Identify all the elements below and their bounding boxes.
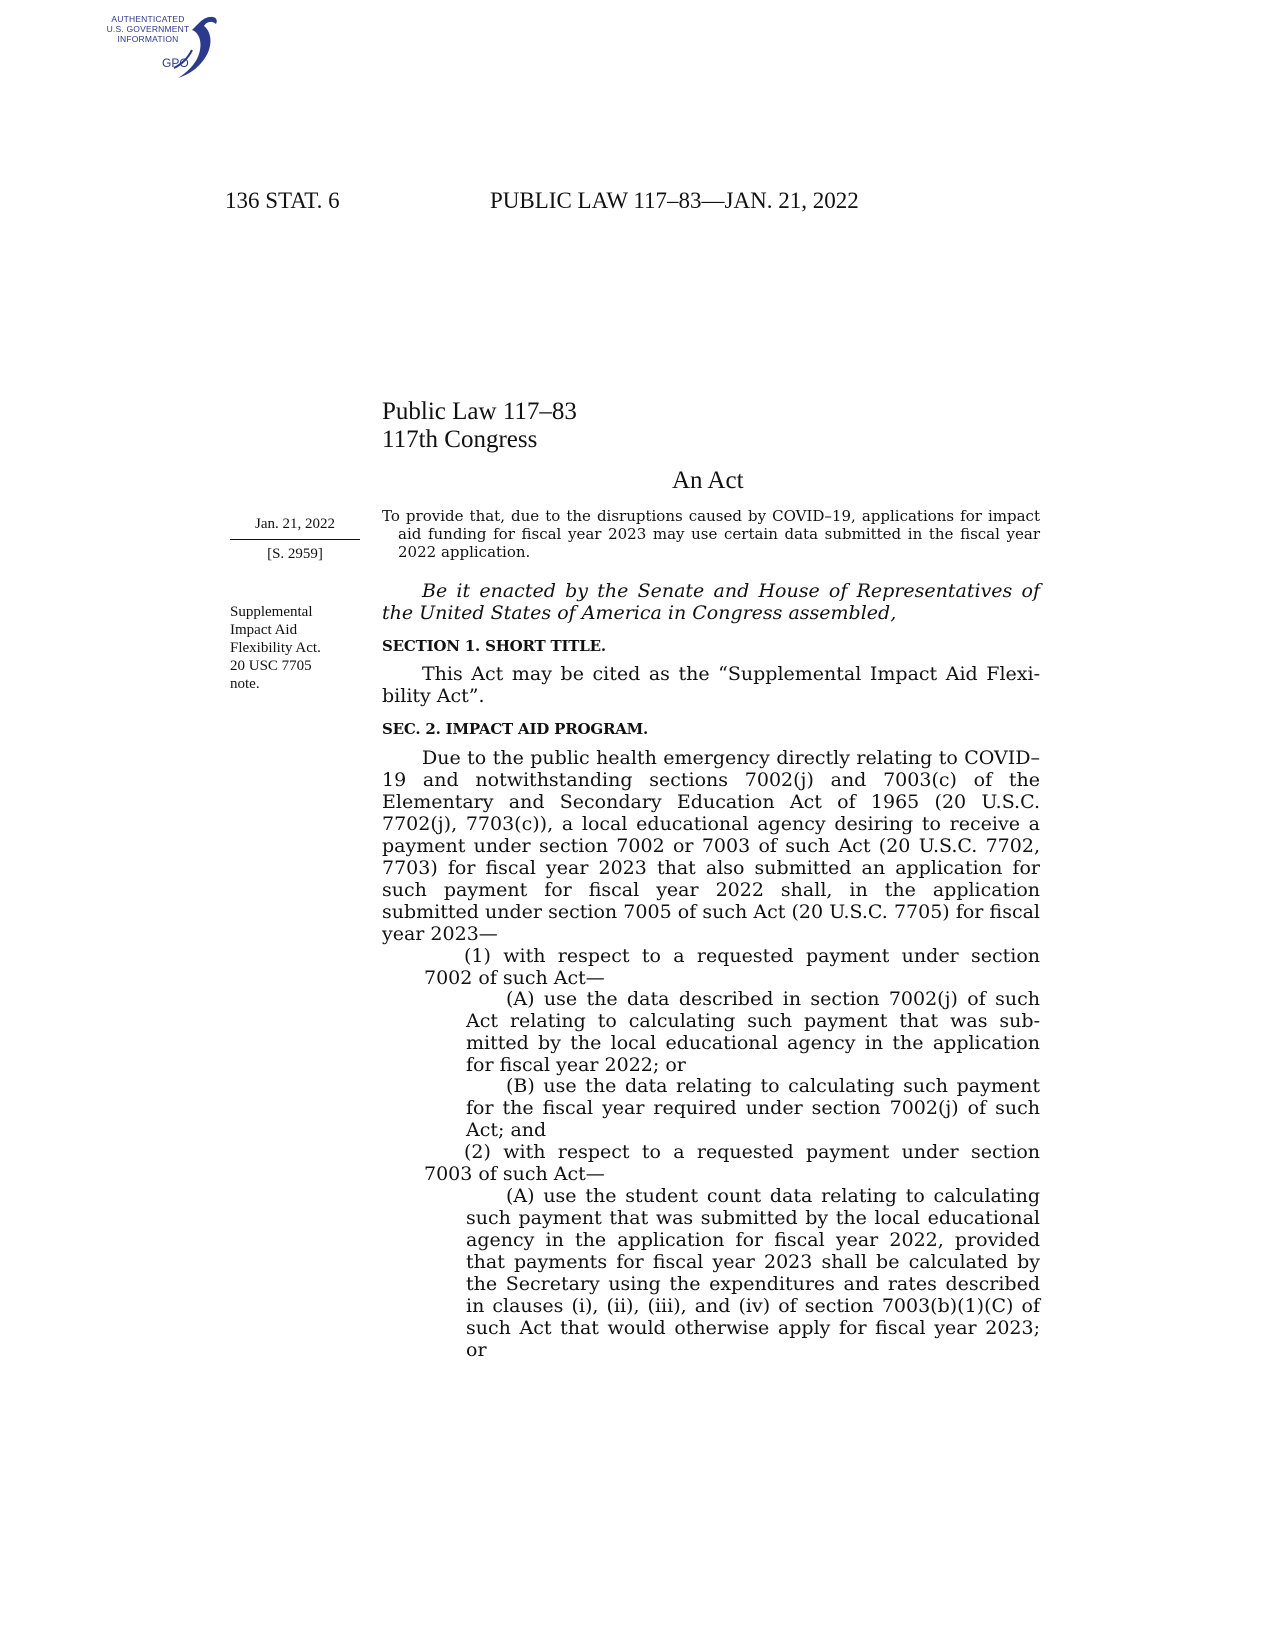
- seal-line-3: INFORMATION: [117, 34, 179, 44]
- seal-line-1: AUTHENTICATED: [111, 14, 185, 24]
- page-number: 136 STAT. 6: [225, 188, 340, 213]
- eagle-icon: [92, 10, 232, 85]
- subparagraph-2a: (A) use the student count data relating to calculating such payment that was submitted by the local educational agency in the application for fiscal year 2022, provided that payments for fiscal year 2023 shall be calculated by the Secretary using the expenditures and rates described in clauses (i), (ii), (iii), and (iv) of section 7003(b)(1)(C) of such Act that would otherwise apply for fiscal year 2023; or: [466, 1185, 1040, 1361]
- side-note-line: note.: [230, 676, 260, 692]
- side-note-line: Supplemental: [230, 604, 313, 620]
- side-note-line: 20 USC 7705: [230, 658, 312, 674]
- subparagraph-1a: (A) use the data described in section 7002(j) of such Act relating to calculating such payment that was sub-mitted by the local educational agency in the application for fiscal year 2022; or: [466, 988, 1040, 1076]
- section-2-intro: Due to the public health emergency directly relating to COVID–19 and notwithstanding sections 7002(j) and 7003(c) of the Elementary and Secondary Education Act of 1965 (20 U.S.C. 7702(j), 7703(c)), a local educational agency desiring to receive a payment under section 7002 or 7003 of such Act (20 U.S.C. 7702, 7703) for fiscal year 2023 that also submitted an application for such payment for fiscal year 2022 shall, in the application submitted under section 7005 of such Act (20 U.S.C. 7705) for fiscal year 2023—: [382, 747, 1040, 945]
- act-label: An Act: [672, 467, 744, 494]
- section-1-heading: SECTION 1. SHORT TITLE.: [382, 637, 606, 655]
- side-note: [230, 603, 360, 693]
- subparagraph-1b: (B) use the data relating to calculating such payment for the fiscal year required under section 7002(j) of such Act; and: [466, 1075, 1040, 1141]
- gpo-seal: [92, 10, 232, 80]
- seal-line-2: U.S. GOVERNMENT: [106, 24, 190, 34]
- section-1-text: This Act may be cited as the “Supplemental Impact Aid Flexi-bility Act”.: [382, 663, 1040, 707]
- purpose-clause: To provide that, due to the disruptions caused by COVID–19, applications for impact aid funding for fiscal year 2023 may use certain data submitted in the fiscal year 2022 application.: [382, 507, 1040, 561]
- congress: 117th Congress: [382, 426, 538, 453]
- enacting-clause: Be it enacted by the Senate and House of Representatives of the United States of America in Congress assembled,: [382, 580, 1040, 624]
- side-note-line: Flexibility Act.: [230, 640, 321, 656]
- side-note-line: Impact Aid: [230, 622, 298, 638]
- enactment-date: Jan. 21, 2022: [255, 516, 335, 532]
- running-title: PUBLIC LAW 117–83—JAN. 21, 2022: [490, 188, 859, 213]
- seal-gpo-label: GPO: [162, 56, 189, 70]
- bill-number: [S. 2959]: [267, 546, 323, 562]
- paragraph-2: (2) with respect to a requested payment under section 7003 of such Act—: [424, 1141, 1040, 1185]
- margin-divider: [230, 539, 360, 540]
- section-2-heading: SEC. 2. IMPACT AID PROGRAM.: [382, 720, 649, 738]
- paragraph-1: (1) with respect to a requested payment under section 7002 of such Act—: [424, 945, 1040, 989]
- law-number: Public Law 117–83: [382, 398, 577, 425]
